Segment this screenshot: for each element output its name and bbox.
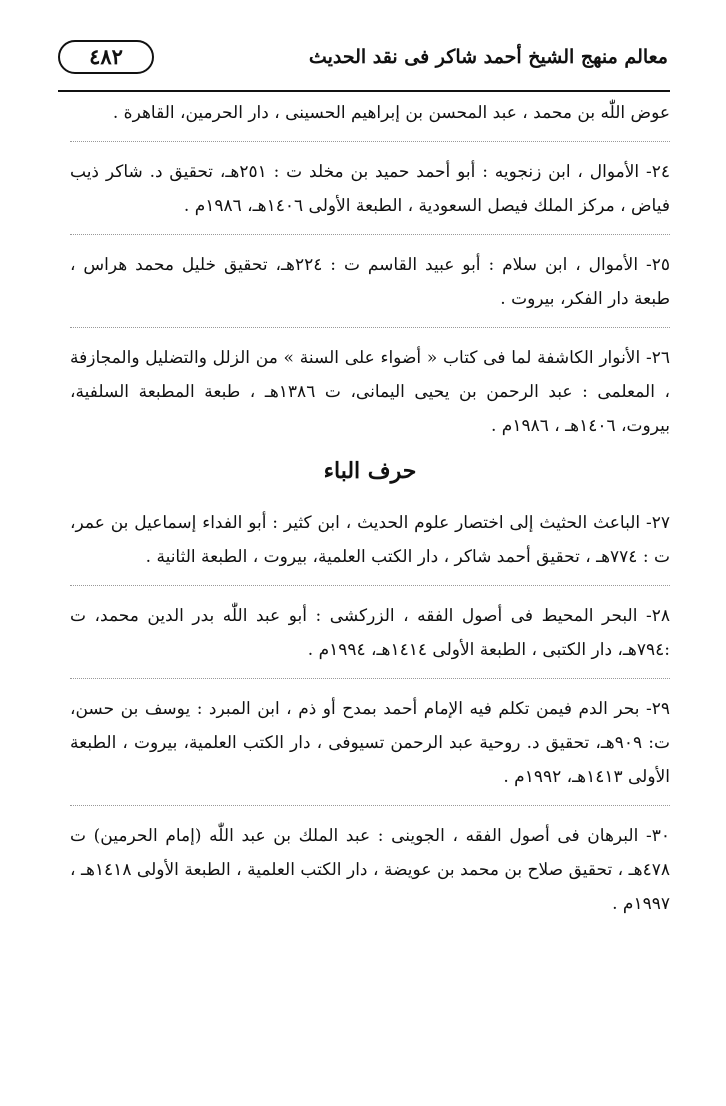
bibliography-entry [70, 506, 670, 574]
page-header [58, 40, 668, 88]
entry-number: ٣٠- [645, 826, 670, 846]
entry-number: ٢٥- [646, 255, 671, 275]
bibliography-body [70, 96, 670, 932]
bibliography-entry [70, 155, 670, 223]
entry-number: ٢٤- [646, 162, 671, 182]
entry-number: ٢٧- [645, 513, 670, 533]
bibliography-entry [70, 599, 670, 667]
entry-number: ٢٦- [645, 348, 670, 368]
entry-separator [70, 805, 670, 807]
header-rule [58, 90, 670, 92]
running-title: معالم منهج الشيخ أحمد شاكر فى نقد الحديث [308, 46, 668, 68]
bibliography-entry [70, 692, 670, 794]
entry-separator [70, 327, 670, 329]
entry-text: البرهان فى أصول الفقه ، الجوينى : عبد الملك بن عبد اللّٰه (إمام الحرمين) ت ٤٧٨هـ ، تحقيق صلاح بن محمد بن عويضة ، دار الكتب العلمية ، الطبعة الأولى ١٤١٨هـ ، ١٩٩٧م . [70, 826, 670, 914]
entry-separator [70, 585, 670, 587]
entry-separator [70, 141, 670, 143]
entry-text: البحر المحيط فى أصول الفقه ، الزركشى : أبو عبد اللّٰه بدر الدين محمد، ت :٧٩٤هـ، دار الكتبى ، الطبعة الأولى ١٤١٤هـ، ١٩٩٤م . [70, 606, 670, 660]
entry-text: الأموال ، ابن زنجويه : أبو أحمد حميد بن مخلد ت : ٢٥١هـ، تحقيق د. شاكر ذيب فياض ، مركز الملك فيصل السعودية ، الطبعة الأولى ١٤٠٦هـ، ١٩٨٦م . [70, 162, 670, 216]
entry-text: الباعث الحثيث إلى اختصار علوم الحديث ، ابن كثير : أبو الفداء إسماعيل بن عمر، ت : ٧٧٤هـ ، تحقيق أحمد شاكر ، دار الكتب العلمية، بيروت ، الطبعة الثانية . [70, 513, 670, 567]
bibliography-entry [70, 248, 670, 316]
page-number: ٤٨٢ [58, 40, 154, 74]
entry-text: الأنوار الكاشفة لما فى كتاب « أضواء على السنة » من الزلل والتضليل والمجازفة ، المعلمى : عبد الرحمن بن يحيى اليمانى، ت ١٣٨٦هـ ، طبعة المطبعة السلفية، بيروت، ١٤٠٦هـ ، ١٩٨٦م . [70, 348, 670, 436]
entry-text: الأموال ، ابن سلام : أبو عبيد القاسم ت : ٢٢٤هـ، تحقيق خليل محمد هراس ، طبعة دار الفكر، بيروت . [70, 255, 670, 309]
continuation-text: عوض اللّٰه بن محمد ، عبد المحسن بن إبراهيم الحسينى ، دار الحرمين، القاهرة . [112, 103, 670, 123]
entry-text: بحر الدم فيمن تكلم فيه الإمام أحمد بمدح أو ذم ، ابن المبرد : يوسف بن حسن، ت: ٩٠٩هـ، تحقيق د. روحية عبد الرحمن تسيوفى ، دار الكتب العلمية، بيروت ، الطبعة الأولى ١٤١٣هـ، ١٩٩٢م . [70, 699, 671, 787]
entry-separator [70, 678, 670, 680]
entry-separator [70, 234, 670, 236]
bibliography-entry [70, 819, 670, 921]
entry-number: ٢٨- [645, 606, 670, 626]
entry-number: ٢٩- [646, 699, 671, 719]
section-heading: حرف الباء [323, 458, 417, 484]
bibliography-entry [70, 341, 670, 443]
